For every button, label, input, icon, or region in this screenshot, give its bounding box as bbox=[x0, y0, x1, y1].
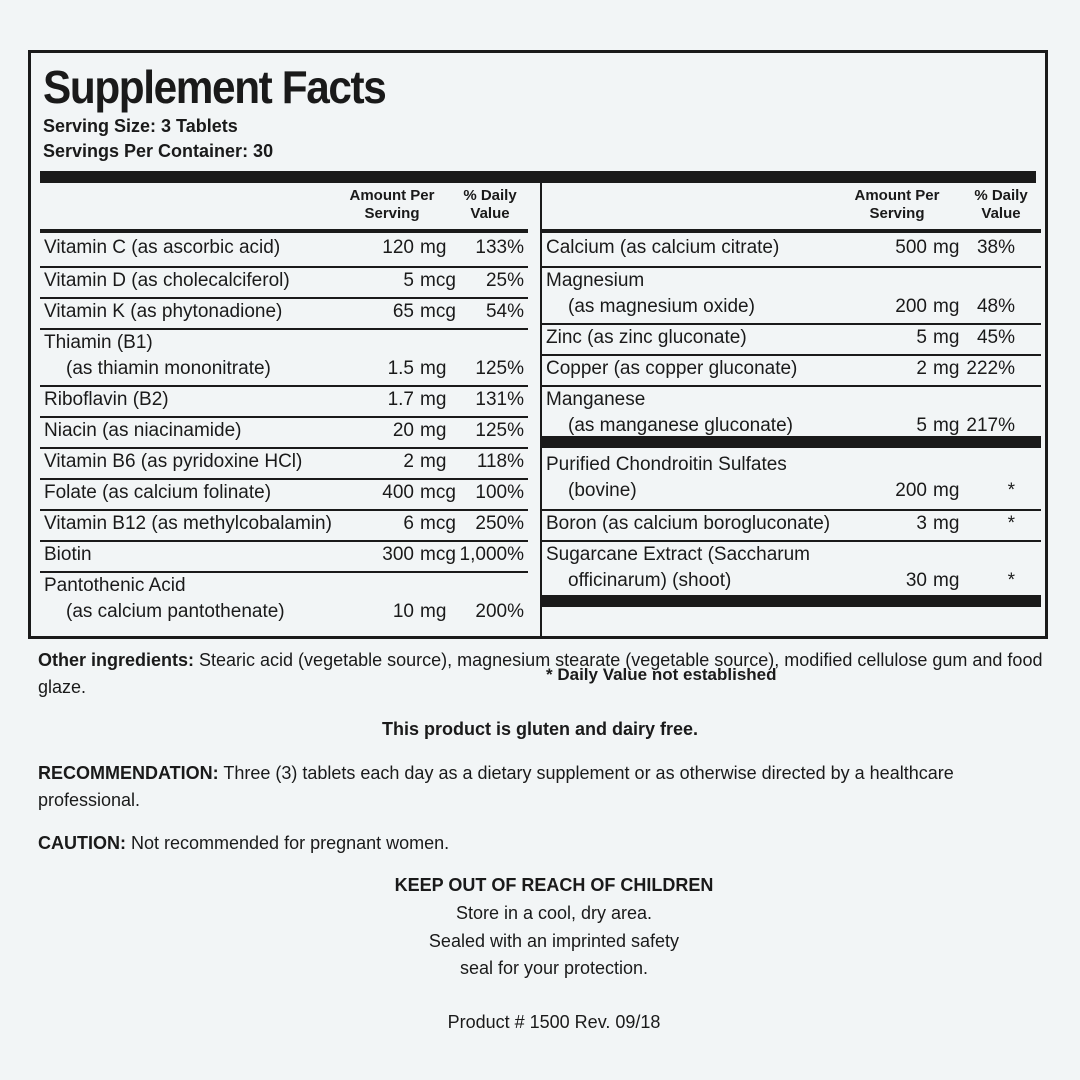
nutrient-amount: 200 bbox=[895, 480, 927, 501]
nutrient-name: Biotin bbox=[44, 544, 92, 565]
other-ingredients-label: Other ingredients: bbox=[38, 650, 195, 670]
amount-header bbox=[842, 187, 952, 223]
nutrient-unit: mg bbox=[933, 358, 960, 379]
nutrient-daily-value: 1,000% bbox=[459, 544, 524, 565]
nutrient-row bbox=[40, 478, 528, 506]
nutrient-unit: mg bbox=[420, 389, 447, 410]
nutrient-row bbox=[40, 385, 528, 413]
nutrient-row bbox=[40, 328, 528, 382]
header-rule bbox=[40, 229, 528, 233]
nutrient-unit: mg bbox=[933, 415, 960, 436]
nutrient-amount: 500 bbox=[895, 237, 927, 258]
nutrient-daily-value: * bbox=[1007, 513, 1015, 534]
nutrient-daily-value: 217% bbox=[966, 415, 1015, 436]
nutrient-unit: mg bbox=[933, 237, 960, 258]
nutrient-amount: 3 bbox=[916, 513, 927, 534]
nutrient-row bbox=[542, 235, 1041, 261]
nutrient-row bbox=[542, 452, 1041, 504]
nutrient-row bbox=[40, 571, 528, 625]
nutrient-source: (bovine) bbox=[568, 480, 637, 501]
nutrient-source: (as magnesium oxide) bbox=[568, 296, 755, 317]
amount-header-line2: Serving bbox=[869, 205, 925, 222]
nutrient-source: officinarum) (shoot) bbox=[568, 570, 732, 591]
nutrient-amount: 2 bbox=[916, 358, 927, 379]
other-ingredients bbox=[38, 647, 1058, 701]
nutrient-daily-value: 222% bbox=[966, 358, 1015, 379]
nutrient-row bbox=[40, 540, 528, 568]
product-code: Product # 1500 Rev. 09/18 bbox=[447, 1012, 661, 1032]
nutrient-source: (as manganese gluconate) bbox=[568, 415, 793, 436]
nutrient-source: (as calcium pantothenate) bbox=[66, 601, 285, 622]
dv-header bbox=[450, 187, 530, 223]
section-bar bbox=[542, 436, 1041, 448]
nutrient-unit: mg bbox=[420, 358, 447, 379]
nutrient-unit: mcg bbox=[420, 301, 456, 322]
header-bar bbox=[40, 171, 1036, 183]
amount-header-line2: Serving bbox=[364, 205, 420, 222]
nutrient-row bbox=[542, 540, 1041, 594]
nutrient-unit: mg bbox=[420, 420, 447, 441]
nutrient-amount: 5 bbox=[916, 415, 927, 436]
nutrient-unit: mg bbox=[933, 480, 960, 501]
nutrient-name: Vitamin B6 (as pyridoxine HCl) bbox=[44, 451, 303, 472]
dv-header-line1: % Daily bbox=[974, 187, 1028, 204]
nutrient-amount: 400 bbox=[382, 482, 414, 503]
gluten-statement: This product is gluten and dairy free. bbox=[381, 719, 699, 739]
nutrient-amount: 5 bbox=[403, 270, 414, 291]
nutrient-amount: 6 bbox=[403, 513, 414, 534]
nutrient-name: Niacin (as niacinamide) bbox=[44, 420, 242, 441]
nutrient-amount: 5 bbox=[916, 327, 927, 348]
nutrient-unit: mcg bbox=[420, 513, 456, 534]
dv-header-line1: % Daily bbox=[463, 187, 517, 204]
nutrient-name: Vitamin D (as cholecalciferol) bbox=[44, 270, 290, 291]
nutrient-name: Boron (as calcium borogluconate) bbox=[546, 513, 831, 534]
dv-header-line2: Value bbox=[981, 205, 1021, 222]
caution bbox=[38, 830, 1058, 857]
header-rule bbox=[542, 229, 1041, 233]
other-ingredients-text: Stearic acid (vegetable source), magnesium stearate (vegetable source), modified cellulose gum and food glaze. bbox=[38, 650, 1043, 697]
dv-header bbox=[962, 187, 1040, 223]
nutrient-daily-value: 54% bbox=[485, 301, 524, 322]
caution-text: Not recommended for pregnant women. bbox=[126, 833, 450, 853]
nutrient-name: Vitamin K (as phytonadione) bbox=[44, 301, 283, 322]
nutrient-daily-value: * bbox=[1007, 480, 1015, 501]
nutrient-amount: 120 bbox=[382, 237, 414, 258]
nutrient-daily-value: 125% bbox=[475, 420, 524, 441]
recommendation-label: RECOMMENDATION: bbox=[38, 763, 219, 783]
nutrient-daily-value: 125% bbox=[475, 358, 524, 379]
nutrient-unit: mg bbox=[420, 451, 447, 472]
amount-header-line1: Amount Per bbox=[349, 187, 435, 204]
nutrient-daily-value: 131% bbox=[475, 389, 524, 410]
seal-line-1: Sealed with an imprinted safety bbox=[428, 931, 680, 951]
nutrient-daily-value: 118% bbox=[476, 451, 524, 472]
nutrient-unit: mcg bbox=[420, 270, 456, 291]
nutrient-row bbox=[542, 385, 1041, 439]
nutrient-unit: mg bbox=[420, 237, 447, 258]
nutrient-amount: 1.7 bbox=[387, 389, 414, 410]
nutrient-daily-value: 25% bbox=[485, 270, 524, 291]
nutrient-amount: 10 bbox=[392, 601, 414, 622]
nutrient-unit: mg bbox=[420, 601, 447, 622]
nutrient-amount: 20 bbox=[392, 420, 414, 441]
nutrient-name: Pantothenic Acid bbox=[44, 575, 186, 596]
nutrient-name: Copper (as copper gluconate) bbox=[546, 358, 798, 379]
nutrient-daily-value: 45% bbox=[976, 327, 1015, 348]
nutrient-daily-value: 38% bbox=[976, 237, 1015, 258]
nutrient-name: Vitamin C (as ascorbic acid) bbox=[44, 237, 281, 258]
nutrient-daily-value: 200% bbox=[475, 601, 524, 622]
nutrient-name: Zinc (as zinc gluconate) bbox=[546, 327, 747, 348]
nutrient-unit: mg bbox=[933, 513, 960, 534]
nutrient-name: Sugarcane Extract (Saccharum bbox=[546, 544, 811, 565]
nutrient-daily-value: 133% bbox=[475, 237, 524, 258]
nutrient-amount: 200 bbox=[895, 296, 927, 317]
nutrient-daily-value: 48% bbox=[976, 296, 1015, 317]
nutrient-row bbox=[40, 297, 528, 325]
nutrient-unit: mcg bbox=[420, 482, 456, 503]
nutrient-name: Manganese bbox=[546, 389, 646, 410]
caution-label: CAUTION: bbox=[38, 833, 126, 853]
amount-header-line1: Amount Per bbox=[854, 187, 940, 204]
nutrient-name: Purified Chondroitin Sulfates bbox=[546, 454, 787, 475]
nutrient-name: Magnesium bbox=[546, 270, 645, 291]
nutrient-amount: 300 bbox=[382, 544, 414, 565]
nutrient-daily-value: 100% bbox=[475, 482, 524, 503]
nutrient-row bbox=[542, 509, 1041, 537]
nutrient-row bbox=[542, 266, 1041, 320]
nutrient-name: Vitamin B12 (as methylcobalamin) bbox=[44, 513, 332, 534]
recommendation bbox=[38, 760, 1058, 814]
nutrient-row bbox=[40, 235, 528, 261]
nutrient-unit: mg bbox=[933, 296, 960, 317]
servings-per-container: Servings Per Container: 30 bbox=[43, 141, 274, 161]
nutrient-name: Folate (as calcium folinate) bbox=[44, 482, 272, 503]
recommendation-text: Three (3) tablets each day as a dietary supplement or as otherwise directed by a healthcare professional. bbox=[38, 763, 954, 810]
nutrient-name: Thiamin (B1) bbox=[44, 332, 153, 353]
dv-header-line2: Value bbox=[470, 205, 510, 222]
nutrient-unit: mg bbox=[933, 570, 960, 591]
storage-instruction: Store in a cool, dry area. bbox=[455, 903, 653, 923]
nutrient-amount: 30 bbox=[905, 570, 927, 591]
nutrient-daily-value: * bbox=[1007, 570, 1015, 591]
amount-header bbox=[342, 187, 442, 223]
serving-size: Serving Size: 3 Tablets bbox=[43, 116, 238, 136]
nutrient-row bbox=[542, 354, 1041, 382]
nutrient-unit: mg bbox=[933, 327, 960, 348]
panel-title: Supplement Facts bbox=[43, 61, 386, 113]
nutrient-amount: 1.5 bbox=[387, 358, 414, 379]
nutrient-row bbox=[40, 509, 528, 537]
nutrient-row bbox=[40, 447, 528, 475]
footnote: * Daily Value not established bbox=[546, 665, 777, 684]
nutrient-row bbox=[40, 266, 528, 294]
keep-out-warning: KEEP OUT OF REACH OF CHILDREN bbox=[394, 875, 714, 895]
nutrient-row bbox=[542, 323, 1041, 351]
nutrient-source: (as thiamin mononitrate) bbox=[66, 358, 271, 379]
nutrient-daily-value: 250% bbox=[475, 513, 524, 534]
section-bar bbox=[542, 595, 1041, 607]
nutrient-amount: 65 bbox=[392, 301, 414, 322]
nutrient-name: Calcium (as calcium citrate) bbox=[546, 237, 780, 258]
seal-line-2: seal for your protection. bbox=[459, 958, 649, 978]
nutrient-row bbox=[40, 416, 528, 444]
nutrient-amount: 2 bbox=[403, 451, 414, 472]
nutrient-unit: mcg bbox=[420, 544, 456, 565]
nutrient-name: Riboflavin (B2) bbox=[44, 389, 169, 410]
